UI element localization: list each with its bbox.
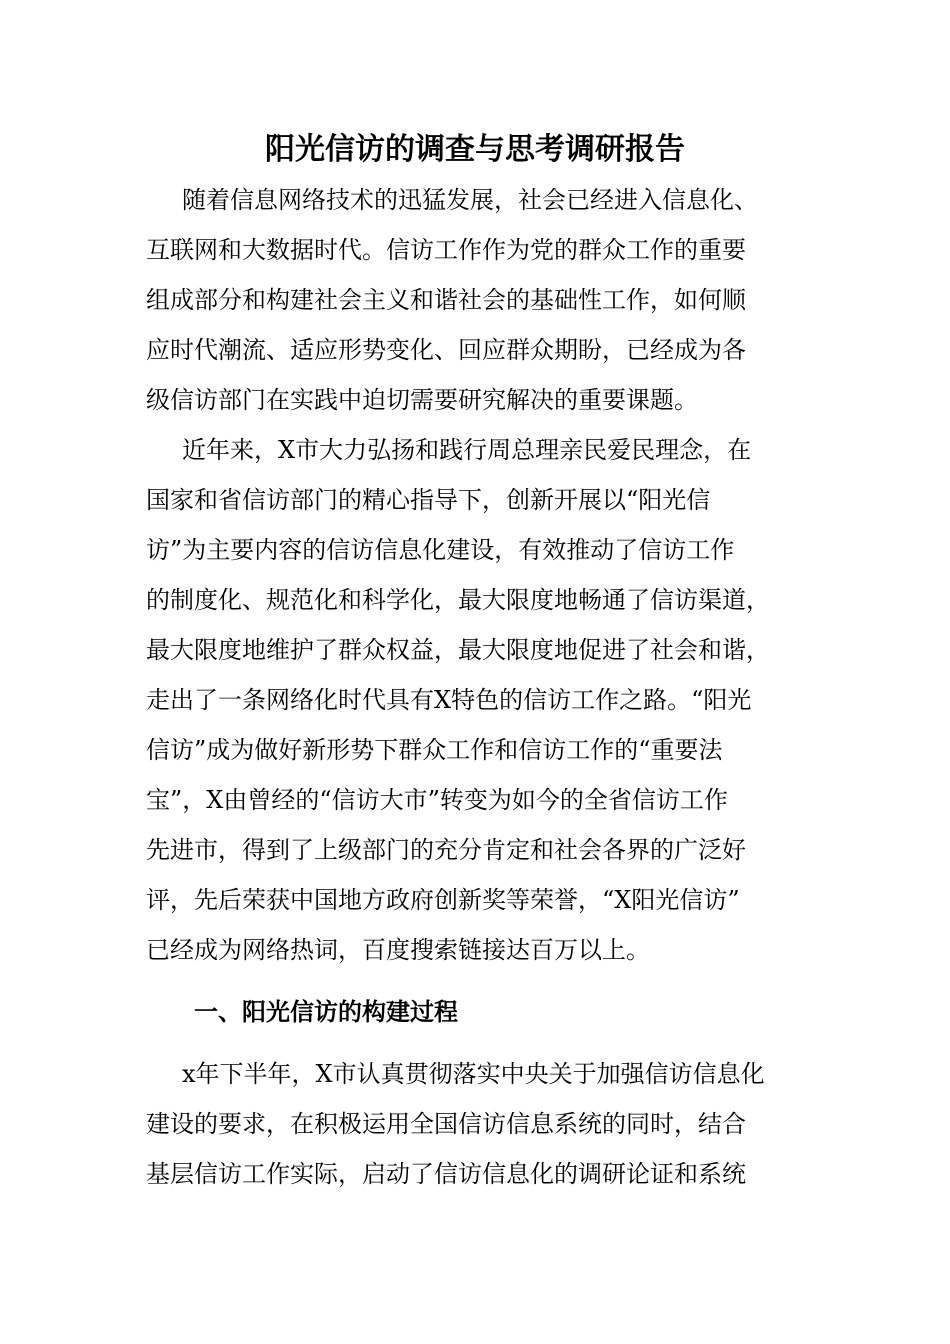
text-line: 近年来，X市大力弘扬和践行周总理亲民爱民理念，在 <box>182 436 752 464</box>
text-line: 级信访部门在实践中迫切需要研究解决的重要课题。 <box>146 386 698 414</box>
text-line: 基层信访工作实际，启动了信访信息化的调研论证和系统 <box>146 1160 746 1188</box>
text-line: 国家和省信访部门的精心指导下，创新开展以“阳光信 <box>146 486 711 514</box>
text-line: 建设的要求，在积极运用全国信访信息系统的同时，结合 <box>146 1110 746 1138</box>
text-line: 访”为主要内容的信访信息化建设，有效推动了信访工作 <box>146 536 735 564</box>
document-title: 阳光信访的调查与思考调研报告 <box>265 132 685 167</box>
text-line: 互联网和大数据时代。信访工作作为党的群众工作的重要 <box>146 236 746 264</box>
text-line: 已经成为网络热词，百度搜索链接达百万以上。 <box>146 936 650 964</box>
text-line: x年下半年，X市认真贯彻落实中央关于加强信访信息化 <box>182 1060 765 1088</box>
paragraph-construction <box>146 1049 806 1199</box>
text-line: 先进市，得到了上级部门的充分肯定和社会各界的广泛好 <box>146 836 746 864</box>
text-line: 评，先后荣获中国地方政府创新奖等荣誉，“X阳光信访” <box>146 886 740 914</box>
text-line: 的制度化、规范化和科学化，最大限度地畅通了信访渠道， <box>146 586 770 614</box>
text-line: 最大限度地维护了群众权益，最大限度地促进了社会和谐， <box>146 636 770 664</box>
paragraph-intro <box>146 175 806 425</box>
text-line: 应时代潮流、适应形势变化、回应群众期盼，已经成为各 <box>146 336 746 364</box>
text-line: 走出了一条网络化时代具有X特色的信访工作之路。“阳光 <box>146 686 752 714</box>
text-line: 随着信息网络技术的迅猛发展，社会已经进入信息化、 <box>182 186 758 214</box>
paragraph-background <box>146 425 806 975</box>
text-line: 宝”，X由曾经的“信访大市”转变为如今的全省信访工作 <box>146 786 728 814</box>
section-heading: 一、阳光信访的构建过程 <box>194 997 458 1026</box>
text-line: 组成部分和构建社会主义和谐社会的基础性工作，如何顺 <box>146 286 746 314</box>
text-line: 信访”成为做好新形势下群众工作和信访工作的“重要法 <box>146 736 723 764</box>
